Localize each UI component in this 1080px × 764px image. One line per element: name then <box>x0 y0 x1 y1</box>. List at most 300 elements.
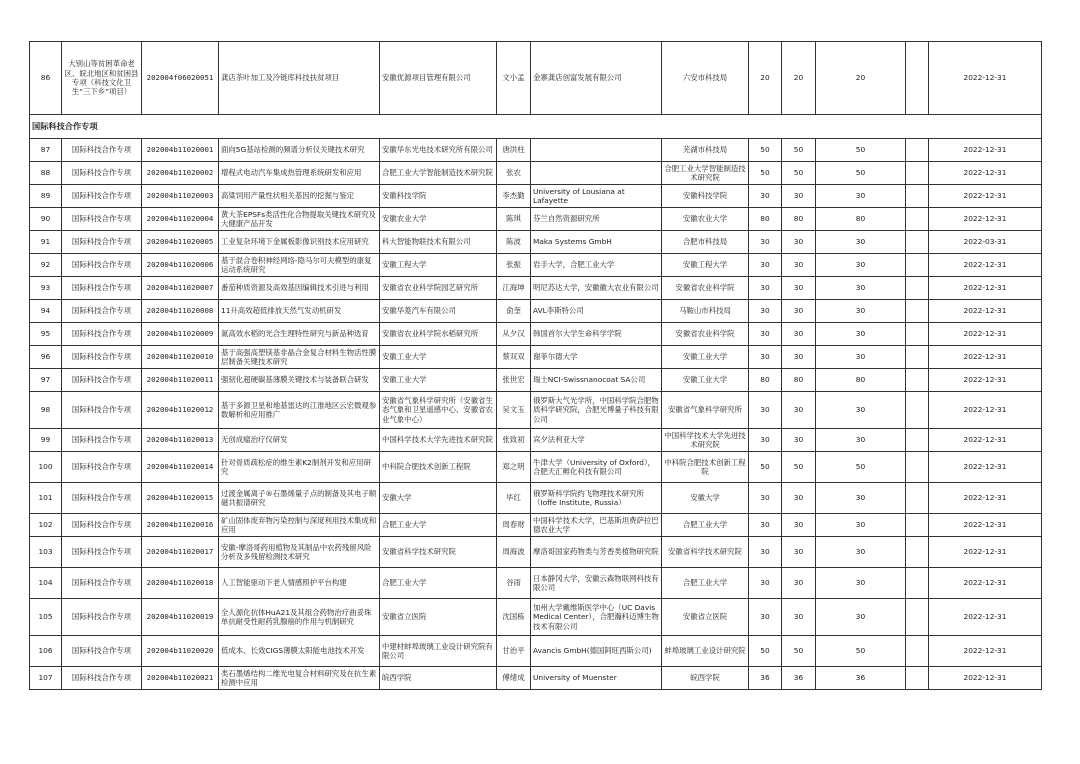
cell-provincial: 36 <box>782 667 816 690</box>
cell-provincial: 30 <box>782 514 816 537</box>
cell-no: 86 <box>30 42 62 115</box>
cell-no: 98 <box>30 392 62 429</box>
cell-no: 93 <box>30 277 62 300</box>
cell-category: 国际科技合作专项 <box>62 514 142 537</box>
cell-coop: Maka Systems GmbH <box>531 231 662 254</box>
cell-provincial: 30 <box>782 392 816 429</box>
cell-unit: 安徽农业大学 <box>380 208 497 231</box>
cell-code: 202004b11020021 <box>142 667 219 690</box>
cell-first: 80 <box>816 208 906 231</box>
cell-no: 92 <box>30 254 62 277</box>
cell-category: 国际科技合作专项 <box>62 162 142 185</box>
cell-code: 202004b11020006 <box>142 254 219 277</box>
cell-empty <box>906 483 929 514</box>
cell-unit: 中科院合肥技术创新工程院 <box>380 452 497 483</box>
table-row <box>30 300 1042 323</box>
cell-leader: 陈琪 <box>497 208 531 231</box>
cell-category: 国际科技合作专项 <box>62 599 142 636</box>
cell-unit: 中国科学技术大学先进技术研究院 <box>380 429 497 452</box>
cell-deadline: 2022-03-31 <box>929 231 1042 254</box>
cell-total: 50 <box>749 139 782 162</box>
cell-unit: 科大智能物联技术有限公司 <box>380 231 497 254</box>
cell-project-name: 安徽-摩洛哥药用植物及其制品中农药残留风险分析及多残留检测技术研究 <box>219 537 380 568</box>
cell-empty <box>906 537 929 568</box>
cell-code: 202004b11020018 <box>142 568 219 599</box>
cell-empty <box>906 599 929 636</box>
cell-deadline: 2022-12-31 <box>929 323 1042 346</box>
cell-deadline: 2022-12-31 <box>929 162 1042 185</box>
section-row <box>30 115 1042 139</box>
cell-category: 国际科技合作专项 <box>62 392 142 429</box>
cell-total: 30 <box>749 599 782 636</box>
cell-empty <box>906 568 929 599</box>
cell-no: 88 <box>30 162 62 185</box>
cell-category: 国际科技合作专项 <box>62 254 142 277</box>
cell-category: 国际科技合作专项 <box>62 537 142 568</box>
cell-leader: 江海坤 <box>497 277 531 300</box>
cell-empty <box>906 139 929 162</box>
cell-coop: 金寨龚店创富发展有限公司 <box>531 42 662 115</box>
cell-total: 80 <box>749 208 782 231</box>
cell-project-name: 人工智能驱动下老人情感照护平台构建 <box>219 568 380 599</box>
cell-unit: 安徽省农业科学院水稻研究所 <box>380 323 497 346</box>
cell-project-name: 强韧化超硬碳基薄膜关键技术与装备联合研发 <box>219 369 380 392</box>
cell-provincial: 50 <box>782 636 816 667</box>
cell-first: 30 <box>816 392 906 429</box>
cell-empty <box>906 392 929 429</box>
cell-code: 202004b11020017 <box>142 537 219 568</box>
cell-recommend: 芜湖市科技局 <box>662 139 749 162</box>
cell-no: 99 <box>30 429 62 452</box>
table-row <box>30 667 1042 690</box>
table-row <box>30 599 1042 636</box>
cell-leader: 李杰勤 <box>497 185 531 208</box>
cell-coop: 谢菲尔德大学 <box>531 346 662 369</box>
cell-no: 96 <box>30 346 62 369</box>
table-row <box>30 254 1042 277</box>
cell-category: 国际科技合作专项 <box>62 568 142 599</box>
cell-unit: 合肥工业大学智能制造技术研究院 <box>380 162 497 185</box>
cell-recommend: 安徽科技学院 <box>662 185 749 208</box>
cell-project-name: 基于多源卫星和地基雷达的江淮地区云宏微观参数解析和应用推广 <box>219 392 380 429</box>
cell-provincial: 30 <box>782 323 816 346</box>
cell-coop: 中国科学技术大学，巴基斯坦费萨拉巴德农业大学 <box>531 514 662 537</box>
cell-deadline: 2022-12-31 <box>929 254 1042 277</box>
cell-recommend: 马鞍山市科技局 <box>662 300 749 323</box>
cell-leader: 甘治平 <box>497 636 531 667</box>
cell-deadline: 2022-12-31 <box>929 369 1042 392</box>
cell-leader: 毕红 <box>497 483 531 514</box>
cell-total: 20 <box>749 42 782 115</box>
cell-recommend: 安徽省农业科学院 <box>662 277 749 300</box>
cell-coop: 瑞士NCI-Swissnanocoat SA公司 <box>531 369 662 392</box>
cell-code: 202004b11020008 <box>142 300 219 323</box>
cell-no: 104 <box>30 568 62 599</box>
cell-project-name: 类石墨烯结构二维光电复合材料研究及在抗生素检测中应用 <box>219 667 380 690</box>
cell-code: 202004b11020005 <box>142 231 219 254</box>
table-row <box>30 162 1042 185</box>
cell-code: 202004b11020012 <box>142 392 219 429</box>
cell-category: 国际科技合作专项 <box>62 300 142 323</box>
cell-coop: 芬兰自然资源研究所 <box>531 208 662 231</box>
cell-recommend: 安徽省科学技术研究院 <box>662 537 749 568</box>
cell-deadline: 2022-12-31 <box>929 636 1042 667</box>
cell-unit: 安徽工业大学 <box>380 369 497 392</box>
cell-first: 30 <box>816 514 906 537</box>
cell-provincial: 30 <box>782 568 816 599</box>
cell-total: 30 <box>749 429 782 452</box>
cell-deadline: 2022-12-31 <box>929 139 1042 162</box>
cell-code: 202004b11020001 <box>142 139 219 162</box>
table-row <box>30 231 1042 254</box>
cell-total: 80 <box>749 369 782 392</box>
cell-deadline: 2022-12-31 <box>929 300 1042 323</box>
table-row <box>30 392 1042 429</box>
cell-leader: 郑之明 <box>497 452 531 483</box>
cell-total: 30 <box>749 185 782 208</box>
cell-first: 50 <box>816 452 906 483</box>
table-row <box>30 483 1042 514</box>
cell-unit: 安徽省立医院 <box>380 599 497 636</box>
cell-provincial: 50 <box>782 162 816 185</box>
cell-total: 30 <box>749 537 782 568</box>
cell-no: 106 <box>30 636 62 667</box>
cell-first: 30 <box>816 323 906 346</box>
cell-deadline: 2022-12-31 <box>929 42 1042 115</box>
cell-provincial: 30 <box>782 599 816 636</box>
cell-category: 国际科技合作专项 <box>62 636 142 667</box>
cell-deadline: 2022-12-31 <box>929 208 1042 231</box>
cell-leader: 吴文玉 <box>497 392 531 429</box>
cell-total: 30 <box>749 323 782 346</box>
cell-category: 国际科技合作专项 <box>62 667 142 690</box>
cell-project-name: 过渡金属离子®石墨烯量子点的制备及其电子顺磁共振谱研究 <box>219 483 380 514</box>
cell-code: 202004f06020051 <box>142 42 219 115</box>
cell-deadline: 2022-12-31 <box>929 568 1042 599</box>
cell-total: 30 <box>749 568 782 599</box>
cell-code: 202004b11020016 <box>142 514 219 537</box>
cell-category: 国际科技合作专项 <box>62 231 142 254</box>
table-row <box>30 139 1042 162</box>
cell-empty <box>906 369 929 392</box>
cell-coop: 明尼苏达大学，安徽徽大农业有限公司 <box>531 277 662 300</box>
cell-category: 国际科技合作专项 <box>62 277 142 300</box>
cell-total: 30 <box>749 277 782 300</box>
cell-deadline: 2022-12-31 <box>929 346 1042 369</box>
cell-category: 大别山等贫困革命老区、皖北地区和贫困县专项（科技文化卫生“三下乡”项目） <box>62 42 142 115</box>
cell-leader: 从夕汉 <box>497 323 531 346</box>
table-row <box>30 208 1042 231</box>
cell-provincial: 30 <box>782 483 816 514</box>
cell-leader: 周春财 <box>497 514 531 537</box>
table-row <box>30 636 1042 667</box>
cell-project-name: 基于高强高塑镁基非晶合金复合材料生物活性膜层制备关键技术研究 <box>219 346 380 369</box>
cell-category: 国际科技合作专项 <box>62 323 142 346</box>
cell-unit: 中建材蚌埠玻璃工业设计研究院有限公司 <box>380 636 497 667</box>
cell-project-name: 工业复杂环境下金属板影像识别技术应用研究 <box>219 231 380 254</box>
cell-first: 30 <box>816 231 906 254</box>
cell-deadline: 2022-12-31 <box>929 537 1042 568</box>
cell-recommend: 中国科学技术大学先进技术研究院 <box>662 429 749 452</box>
cell-coop: 宾夕法利亚大学 <box>531 429 662 452</box>
cell-unit: 安徽华东光电技术研究所有限公司 <box>380 139 497 162</box>
cell-project-name: 番茄种质资源及高效基因编辑技术引进与利用 <box>219 277 380 300</box>
cell-recommend: 中科院合肥技术创新工程院 <box>662 452 749 483</box>
cell-recommend: 合肥工业大学智能制造技术研究院 <box>662 162 749 185</box>
table-row <box>30 452 1042 483</box>
cell-coop: University of Muenster <box>531 667 662 690</box>
cell-empty <box>906 208 929 231</box>
cell-first: 30 <box>816 300 906 323</box>
cell-code: 202004b11020010 <box>142 346 219 369</box>
cell-total: 50 <box>749 162 782 185</box>
cell-recommend: 安徽农业大学 <box>662 208 749 231</box>
cell-code: 202004b11020013 <box>142 429 219 452</box>
cell-recommend: 安徽工程大学 <box>662 254 749 277</box>
cell-total: 30 <box>749 483 782 514</box>
cell-category: 国际科技合作专项 <box>62 429 142 452</box>
cell-leader: 沈国栋 <box>497 599 531 636</box>
cell-recommend: 安徽省立医院 <box>662 599 749 636</box>
cell-provincial: 30 <box>782 254 816 277</box>
table-row <box>30 537 1042 568</box>
cell-empty <box>906 452 929 483</box>
cell-unit: 安徽工业大学 <box>380 346 497 369</box>
cell-coop <box>531 162 662 185</box>
cell-empty <box>906 323 929 346</box>
cell-deadline: 2022-12-31 <box>929 392 1042 429</box>
cell-deadline: 2022-12-31 <box>929 429 1042 452</box>
cell-first: 50 <box>816 636 906 667</box>
cell-provincial: 30 <box>782 277 816 300</box>
table-row <box>30 369 1042 392</box>
cell-coop: 加州大学戴维斯医学中心（UC Davis Medical Center），合肥瀚科迈博生物技术有限公司 <box>531 599 662 636</box>
cell-no: 87 <box>30 139 62 162</box>
cell-category: 国际科技合作专项 <box>62 208 142 231</box>
cell-code: 202004b11020007 <box>142 277 219 300</box>
cell-provincial: 50 <box>782 452 816 483</box>
cell-empty <box>906 346 929 369</box>
cell-empty <box>906 185 929 208</box>
table-row <box>30 568 1042 599</box>
cell-project-name: 低成本、长效CIGS薄膜太阳能电池技术开发 <box>219 636 380 667</box>
cell-leader: 俞奎 <box>497 300 531 323</box>
cell-unit: 安徽省科学技术研究院 <box>380 537 497 568</box>
project-table <box>29 41 1042 690</box>
cell-project-name: 11升高效超低排放天然气发动机研发 <box>219 300 380 323</box>
cell-deadline: 2022-12-31 <box>929 185 1042 208</box>
cell-code: 202004b11020002 <box>142 162 219 185</box>
cell-empty <box>906 277 929 300</box>
cell-provincial: 30 <box>782 185 816 208</box>
cell-recommend: 蚌埠玻璃工业设计研究院 <box>662 636 749 667</box>
cell-first: 30 <box>816 185 906 208</box>
cell-coop: 岩手大学，合肥工业大学 <box>531 254 662 277</box>
cell-deadline: 2022-12-31 <box>929 514 1042 537</box>
cell-unit: 安徽工程大学 <box>380 254 497 277</box>
cell-provincial: 30 <box>782 537 816 568</box>
cell-coop: 俄罗斯科学院约飞物理技术研究所（Ioffe Institute, Russia） <box>531 483 662 514</box>
cell-no: 101 <box>30 483 62 514</box>
cell-first: 30 <box>816 429 906 452</box>
cell-coop: 牛津大学（University of Oxford），合肥天汇孵化科技有限公司 <box>531 452 662 483</box>
cell-recommend: 安徽省农业科学院 <box>662 323 749 346</box>
cell-no: 97 <box>30 369 62 392</box>
cell-category: 国际科技合作专项 <box>62 346 142 369</box>
cell-code: 202004b11020020 <box>142 636 219 667</box>
cell-project-name: 黄大茶EPSFs类活性化合物提取关键技术研究及大健康产品开发 <box>219 208 380 231</box>
cell-deadline: 2022-12-31 <box>929 599 1042 636</box>
cell-category: 国际科技合作专项 <box>62 452 142 483</box>
cell-first: 36 <box>816 667 906 690</box>
cell-provincial: 30 <box>782 346 816 369</box>
cell-recommend: 安徽省气象科学研究所 <box>662 392 749 429</box>
cell-provincial: 30 <box>782 429 816 452</box>
cell-empty <box>906 231 929 254</box>
cell-total: 30 <box>749 346 782 369</box>
cell-provincial: 50 <box>782 139 816 162</box>
cell-provincial: 30 <box>782 300 816 323</box>
cell-recommend: 安徽大学 <box>662 483 749 514</box>
cell-coop: AVL李斯特公司 <box>531 300 662 323</box>
cell-no: 105 <box>30 599 62 636</box>
cell-no: 91 <box>30 231 62 254</box>
cell-category: 国际科技合作专项 <box>62 369 142 392</box>
cell-leader: 文小孟 <box>497 42 531 115</box>
cell-no: 103 <box>30 537 62 568</box>
cell-recommend: 六安市科技局 <box>662 42 749 115</box>
cell-leader: 陈波 <box>497 231 531 254</box>
cell-first: 30 <box>816 254 906 277</box>
cell-code: 202004b11020004 <box>142 208 219 231</box>
cell-project-name: 针对骨质疏松症的维生素K2制剂开发和应用研究 <box>219 452 380 483</box>
cell-first: 30 <box>816 599 906 636</box>
cell-recommend: 合肥工业大学 <box>662 568 749 599</box>
table-row <box>30 42 1042 115</box>
cell-provincial: 30 <box>782 231 816 254</box>
cell-empty <box>906 636 929 667</box>
cell-no: 89 <box>30 185 62 208</box>
cell-project-name: 高粱饲用产量性状相关基因的挖掘与鉴定 <box>219 185 380 208</box>
cell-total: 50 <box>749 636 782 667</box>
cell-project-name: 全人源化抗体HuA21及其组合药物治疗曲妥珠单抗耐受性耐药乳腺癌的作用与机制研究 <box>219 599 380 636</box>
cell-unit: 安徽省气象科学研究所（安徽省生态气象和卫星遥感中心、安徽省农业气象中心） <box>380 392 497 429</box>
cell-project-name: 龚店茶叶加工及冷链库科技扶贫项目 <box>219 42 380 115</box>
cell-no: 102 <box>30 514 62 537</box>
cell-project-name: 面向5G基站检测的频谱分析仪关键技术研究 <box>219 139 380 162</box>
cell-project-name: 增程式电动汽车集成热管理系统研发和应用 <box>219 162 380 185</box>
cell-empty <box>906 162 929 185</box>
cell-code: 202004b11020011 <box>142 369 219 392</box>
cell-unit: 合肥工业大学 <box>380 514 497 537</box>
cell-leader: 张振 <box>497 254 531 277</box>
cell-unit: 皖西学院 <box>380 667 497 690</box>
table-row <box>30 323 1042 346</box>
cell-leader: 唐洪柱 <box>497 139 531 162</box>
cell-code: 202004b11020019 <box>142 599 219 636</box>
cell-project-name: 基于混合卷积神经网络-隐马尔可夫模型的康复运动系统研究 <box>219 254 380 277</box>
cell-empty <box>906 300 929 323</box>
cell-coop: 日本静冈大学，安徽云森物联网科技有限公司 <box>531 568 662 599</box>
cell-first: 20 <box>816 42 906 115</box>
cell-deadline: 2022-12-31 <box>929 667 1042 690</box>
cell-no: 100 <box>30 452 62 483</box>
cell-unit: 安徽华菱汽车有限公司 <box>380 300 497 323</box>
cell-coop <box>531 139 662 162</box>
cell-unit: 安徽省农业科学院园艺研究所 <box>380 277 497 300</box>
cell-deadline: 2022-12-31 <box>929 277 1042 300</box>
table-row <box>30 346 1042 369</box>
cell-recommend: 安徽工业大学 <box>662 346 749 369</box>
cell-total: 30 <box>749 300 782 323</box>
cell-provincial: 80 <box>782 208 816 231</box>
cell-category: 国际科技合作专项 <box>62 483 142 514</box>
cell-coop: 俄罗斯大气光学所，中国科学院合肥物质科学研究院，合肥光博量子科技有限公司 <box>531 392 662 429</box>
cell-recommend: 皖西学院 <box>662 667 749 690</box>
cell-unit: 合肥工业大学 <box>380 568 497 599</box>
cell-first: 50 <box>816 139 906 162</box>
cell-category: 国际科技合作专项 <box>62 185 142 208</box>
cell-total: 30 <box>749 392 782 429</box>
cell-leader: 傅绪成 <box>497 667 531 690</box>
cell-leader: 蔡双双 <box>497 346 531 369</box>
cell-provincial: 80 <box>782 369 816 392</box>
cell-coop: 韩国首尔大学生命科学学院 <box>531 323 662 346</box>
cell-empty <box>906 42 929 115</box>
cell-code: 202004b11020014 <box>142 452 219 483</box>
cell-no: 90 <box>30 208 62 231</box>
cell-project-name: 氮高效水稻的光合生理特性研究与新品种选育 <box>219 323 380 346</box>
table-row <box>30 514 1042 537</box>
cell-leader: 周海波 <box>497 537 531 568</box>
cell-total: 50 <box>749 452 782 483</box>
cell-empty <box>906 254 929 277</box>
cell-coop: University of Lousiana at Lafayette <box>531 185 662 208</box>
cell-unit: 安徽科技学院 <box>380 185 497 208</box>
cell-no: 107 <box>30 667 62 690</box>
cell-code: 202004b11020015 <box>142 483 219 514</box>
cell-recommend: 合肥工业大学 <box>662 514 749 537</box>
cell-coop: Avancis GmbH(德国阿旺西斯公司) <box>531 636 662 667</box>
cell-first: 30 <box>816 346 906 369</box>
cell-category: 国际科技合作专项 <box>62 139 142 162</box>
cell-deadline: 2022-12-31 <box>929 452 1042 483</box>
table-row <box>30 429 1042 452</box>
cell-total: 36 <box>749 667 782 690</box>
cell-first: 50 <box>816 162 906 185</box>
cell-provincial: 20 <box>782 42 816 115</box>
cell-coop: 摩洛哥国家药物类与芳香类植物研究院 <box>531 537 662 568</box>
cell-no: 94 <box>30 300 62 323</box>
table-row <box>30 185 1042 208</box>
cell-no: 95 <box>30 323 62 346</box>
cell-total: 30 <box>749 254 782 277</box>
cell-empty <box>906 514 929 537</box>
cell-leader: 张世宏 <box>497 369 531 392</box>
cell-first: 80 <box>816 369 906 392</box>
section-title: 国际科技合作专项 <box>30 115 1042 139</box>
table-row <box>30 277 1042 300</box>
cell-first: 30 <box>816 277 906 300</box>
cell-first: 30 <box>816 483 906 514</box>
cell-recommend: 安徽工业大学 <box>662 369 749 392</box>
cell-project-name: 无创成瘤治疗仪研发 <box>219 429 380 452</box>
cell-total: 30 <box>749 514 782 537</box>
cell-first: 30 <box>816 568 906 599</box>
cell-code: 202004b11020009 <box>142 323 219 346</box>
cell-empty <box>906 429 929 452</box>
cell-project-name: 矿山固体废弃物污染控制与深度利用技术集成和应用 <box>219 514 380 537</box>
